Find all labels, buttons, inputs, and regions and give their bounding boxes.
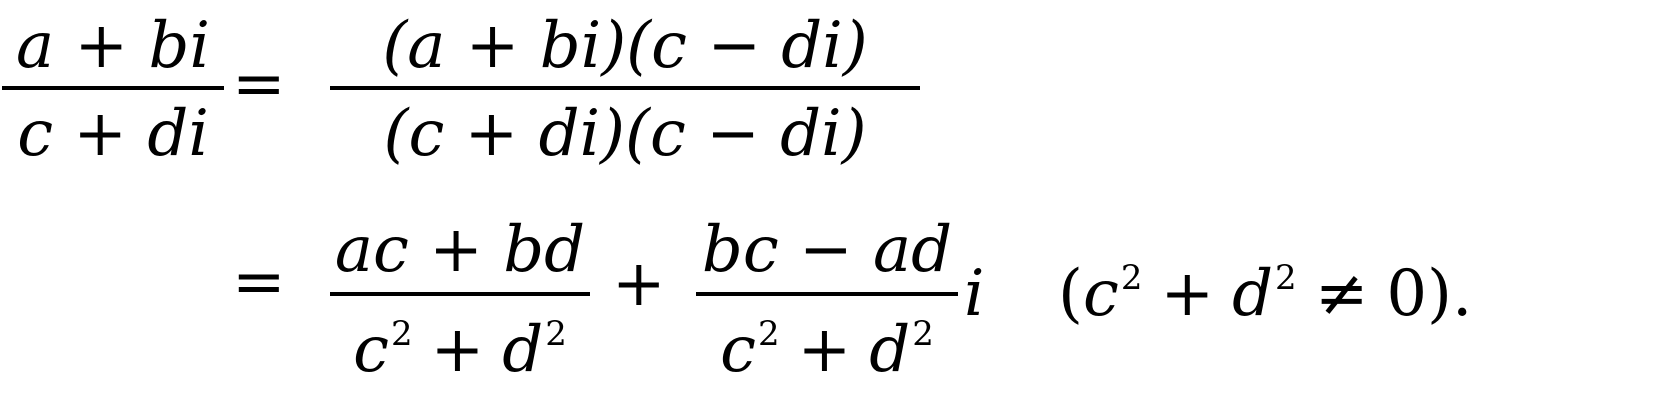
imag-part-fraction-bar: [696, 292, 958, 296]
plus-sign: +: [612, 247, 666, 321]
rhs-denominator: (c + di)(c − di): [383, 97, 867, 171]
condition-c-exponent: 2: [1120, 258, 1143, 298]
imag-part-denominator: [696, 313, 958, 387]
real-denominator-c: c: [353, 313, 389, 387]
real-denominator-d-exponent: 2: [545, 314, 567, 354]
imag-denominator-d: d: [869, 313, 911, 387]
condition-c: c: [1082, 257, 1119, 331]
real-denominator-plus: +: [430, 313, 485, 387]
condition-zero: 0: [1386, 257, 1428, 331]
lhs-numerator: a + bi: [16, 9, 210, 83]
lhs-denominator: c + di: [17, 97, 209, 171]
condition-plus: +: [1160, 257, 1215, 331]
equals-sign-1: =: [232, 47, 286, 121]
real-part-denominator: [330, 313, 590, 387]
imag-denominator-c: c: [720, 313, 756, 387]
real-denominator-d: d: [502, 313, 544, 387]
condition-not-equal: ≠: [1314, 257, 1369, 331]
imag-denominator-c-exponent: 2: [757, 314, 780, 354]
imag-part-numerator: bc − ad: [701, 213, 953, 287]
imag-denominator-d-exponent: 2: [912, 314, 934, 354]
condition: [1058, 257, 1473, 331]
condition-d-exponent: 2: [1275, 258, 1297, 298]
condition-open-paren: (: [1058, 257, 1083, 331]
condition-close-paren: ).: [1427, 257, 1473, 331]
imaginary-unit: i: [964, 257, 985, 331]
lhs-fraction: [2, 8, 224, 171]
real-denominator-c-exponent: 2: [390, 314, 413, 354]
rhs-numerator: (a + bi)(c − di): [382, 9, 868, 83]
rhs-fraction-bar: [330, 86, 920, 90]
lhs-fraction-bar: [2, 86, 224, 90]
real-part-fraction: [330, 212, 590, 392]
equals-sign-2: =: [232, 245, 286, 319]
condition-d: d: [1232, 257, 1274, 331]
real-part-fraction-bar: [330, 292, 590, 296]
imag-denominator-plus: +: [797, 313, 852, 387]
rhs-fraction: [330, 8, 920, 171]
real-part-numerator: ac + bd: [334, 213, 586, 287]
imag-part-fraction: [696, 212, 958, 392]
